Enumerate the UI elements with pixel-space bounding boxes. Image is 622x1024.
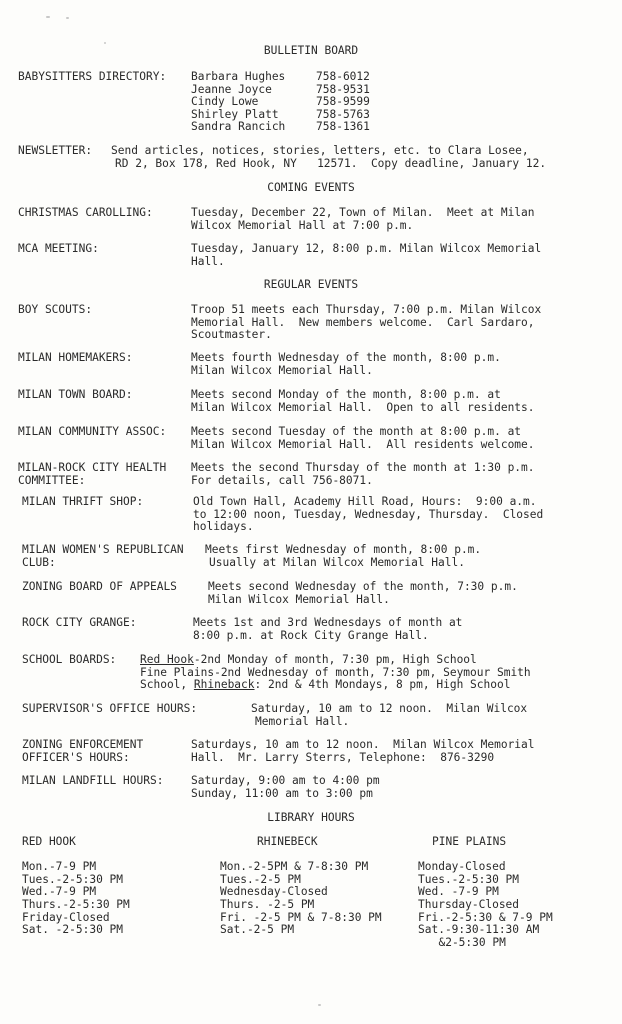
grange-label: ROCK CITY GRANGE: [22,616,137,629]
town-board-text [191,389,535,414]
supervisor-line: Memorial Hall. [255,714,350,728]
town-board-line: Milan Wilcox Memorial Hall. Open to all residents. [191,400,535,414]
library-hours-line: Thurs. -2-5 PM [220,897,315,911]
health-committee-line: For details, call 756-8071. [191,473,373,487]
health-committee-label-line: COMMITTEE: [18,473,86,487]
school-boards-line1-rest: -2nd Monday of month, 7:30 pm, High School [193,653,477,666]
library-hours-line: Thurs.-2-5:30 PM [22,897,130,911]
supervisor-text [251,703,527,728]
scan-speck [46,16,50,18]
landfill-line: Sunday, 11:00 am to 3:00 pm [191,786,373,800]
library-hours-line: Sat.-2-5 PM [220,923,295,937]
zoning-appeals-line: Meets second Wednesday of the month, 7:30 p.m. [208,580,518,593]
grange-line: Meets 1st and 3rd Wednesdays of month at [193,616,463,629]
library-hours-line: Tues.-2-5 PM [220,872,301,886]
health-committee-text [191,462,535,487]
community-assoc-line: Milan Wilcox Memorial Hall. All residents welcome. [191,437,535,451]
library-hours-line: Wed.-7-9 PM [22,885,97,899]
red-hook-underlined: Red Hook [140,653,194,666]
library-column-name: RHINEBECK [257,835,318,848]
homemakers-text [191,352,501,377]
grange-line: 8:00 p.m. at Rock City Grange Hall. [193,628,429,642]
boy-scouts-label: BOY SCOUTS: [18,303,93,316]
page-title: BULLETIN BOARD [263,44,359,57]
coming-events-heading: COMING EVENTS [267,181,355,194]
zoning-appeals-label: ZONING BOARD OF APPEALS [22,580,177,593]
mca-line: Tuesday, January 12, 8:00 p.m. Milan Wilcox Memorial [191,242,542,255]
health-committee-line: Meets the second Thursday of the month at 1:30 p.m. [191,461,535,474]
library-column-name: RED HOOK [22,835,76,848]
library-hours-line: Fri. -2-5 PM & 7-8:30 PM [220,910,382,924]
mca-line: Hall. [191,254,225,268]
library-hours-line: Mon.-2-5PM & 7-8:30 PM [220,860,369,874]
supervisor-label: SUPERVISOR'S OFFICE HOURS: [22,702,198,715]
zoning-enforcement-line: Saturdays, 10 am to 12 noon. Milan Wilcox Memorial [191,738,535,751]
landfill-line: Saturday, 9:00 am to 4:00 pm [191,774,380,787]
library-hours-line: Wednesday-Closed [220,885,328,899]
womens-republican-line: Usually at Milan Wilcox Memorial Hall. [209,555,465,569]
boy-scouts-line: Troop 51 meets each Thursday, 7:00 p.m. Milan Wilcox [191,303,542,316]
town-board-line: Meets second Monday of the month, 8:00 p.m. at [191,388,501,401]
boy-scouts-text [191,304,541,342]
school-boards-line3-rest: : 2nd & 4th Mondays, 8 pm, High School [254,678,511,692]
school-boards-line [140,654,531,667]
thrift-shop-label: MILAN THRIFT SHOP: [22,495,144,508]
zoning-appeals-line: Milan Wilcox Memorial Hall. [208,592,390,606]
carolling-label: CHRISTMAS CAROLLING: [18,206,153,219]
regular-events-heading: REGULAR EVENTS [263,278,359,291]
womens-republican-label-line: MILAN WOMEN'S REPUBLICAN [22,543,184,556]
school-boards-line3-start: School, [140,678,194,692]
mca-text [191,243,541,268]
library-hours-line: Thursday-Closed [418,897,520,911]
library-column-red-hook [22,836,130,937]
babysitter-name: Jeanne Joyce [191,82,272,96]
carolling-line: Tuesday, December 22, Town of Milan. Meet at Milan [191,206,535,219]
babysitter-name: Cindy Lowe [191,95,259,109]
mca-label: MCA MEETING: [18,242,99,255]
library-hours-line: &2-5:30 PM [425,935,506,949]
womens-republican-label-line: CLUB: [22,555,56,569]
boy-scouts-line: Scoutmaster. [191,328,272,342]
library-hours-heading: LIBRARY HOURS [267,811,355,824]
thrift-shop-text [193,496,543,534]
babysitter-phone: 758-9599 [316,95,370,109]
library-hours-line: Friday-Closed [22,910,110,924]
library-hours-line: Monday-Closed [418,860,506,874]
school-boards-line [140,679,531,692]
community-assoc-label: MILAN COMMUNITY ASSOC: [18,425,167,438]
babysitter-name: Sandra Rancich [191,120,286,134]
babysitters-phones [316,71,370,134]
zoning-appeals-text [208,581,518,606]
newsletter-line: RD 2, Box 178, Red Hook, NY 12571. Copy deadline, January 12. [115,156,547,170]
thrift-shop-line: Old Town Hall, Academy Hill Road, Hours: 9:00 a.m. [193,495,537,508]
zoning-enforcement-label-line: ZONING ENFORCEMENT [22,738,144,751]
babysitter-phone: 758-5763 [316,107,370,121]
babysitters-label: BABYSITTERS DIRECTORY: [18,70,167,83]
womens-republican-label [22,544,184,569]
homemakers-line: Meets fourth Wednesday of the month, 8:00 p.m. [191,351,501,364]
library-hours-line: Mon.-7-9 PM [22,860,97,874]
thrift-shop-line: holidays. [193,520,254,534]
carolling-text [191,207,535,232]
supervisor-line: Saturday, 10 am to 12 noon. Milan Wilcox [251,702,528,715]
zoning-enforcement-text [191,739,535,764]
scan-speck [66,17,69,19]
library-column-name: PINE PLAINS [432,835,507,848]
library-column-rhinebeck [220,836,382,937]
library-column-pine-plains [418,836,553,949]
carolling-line: Wilcox Memorial Hall at 7:00 p.m. [191,218,414,232]
community-assoc-line: Meets second Tuesday of the month at 8:00 p.m. at [191,425,522,438]
health-committee-label-line: MILAN-ROCK CITY HEALTH [18,461,167,474]
landfill-label: MILAN LANDFILL HOURS: [22,774,164,787]
babysitters-names [191,71,285,134]
zoning-enforcement-label [22,739,143,764]
babysitter-name: Shirley Platt [191,107,279,121]
newsletter-line: Send articles, notices, stories, letters, etc. to Clara Losee, [111,144,529,157]
school-boards-text [140,654,531,692]
health-committee-label [18,462,166,487]
boy-scouts-line: Memorial Hall. New members welcome. Carl Sardaro, [191,315,535,329]
library-hours-line: Sat. -2-5:30 PM [22,923,124,937]
homemakers-line: Milan Wilcox Memorial Hall. [191,363,373,377]
rhinebeck-underlined: Rhineback [193,678,255,692]
landfill-text [191,775,380,800]
library-hours-line: Fri.-2-5:30 & 7-9 PM [418,910,553,924]
womens-republican-text [205,544,481,569]
library-hours-line: Tues.-2-5:30 PM [418,872,520,886]
newsletter-label: NEWSLETTER: [18,144,93,157]
babysitter-phone: 758-6012 [316,70,370,83]
school-boards-line: Fine Plains-2nd Wednesday of month, 7:30 pm, Seymour Smith [140,665,531,679]
scan-speck [104,42,106,44]
grange-text [193,617,462,642]
zoning-enforcement-line: Hall. Mr. Larry Sterrs, Telephone: 876-3290 [191,750,495,764]
newsletter-text [111,145,546,170]
town-board-label: MILAN TOWN BOARD: [18,388,133,401]
library-hours-line: Sat.-9:30-11:30 AM [418,923,540,937]
zoning-enforcement-label-line: OFFICER'S HOURS: [22,750,130,764]
library-hours-line: Tues.-2-5:30 PM [22,872,124,886]
babysitter-name: Barbara Hughes [191,70,286,83]
homemakers-label: MILAN HOMEMAKERS: [18,351,133,364]
library-hours-line: Wed. -7-9 PM [418,885,499,899]
scan-speck [318,1004,321,1006]
school-boards-label: SCHOOL BOARDS: [22,653,117,666]
thrift-shop-line: to 12:00 noon, Tuesday, Wednesday, Thursday. Closed [193,507,544,521]
babysitter-phone: 758-1361 [316,120,370,134]
community-assoc-text [191,426,535,451]
babysitter-phone: 758-9531 [316,82,370,96]
womens-republican-line: Meets first Wednesday of month, 8:00 p.m. [205,543,482,556]
